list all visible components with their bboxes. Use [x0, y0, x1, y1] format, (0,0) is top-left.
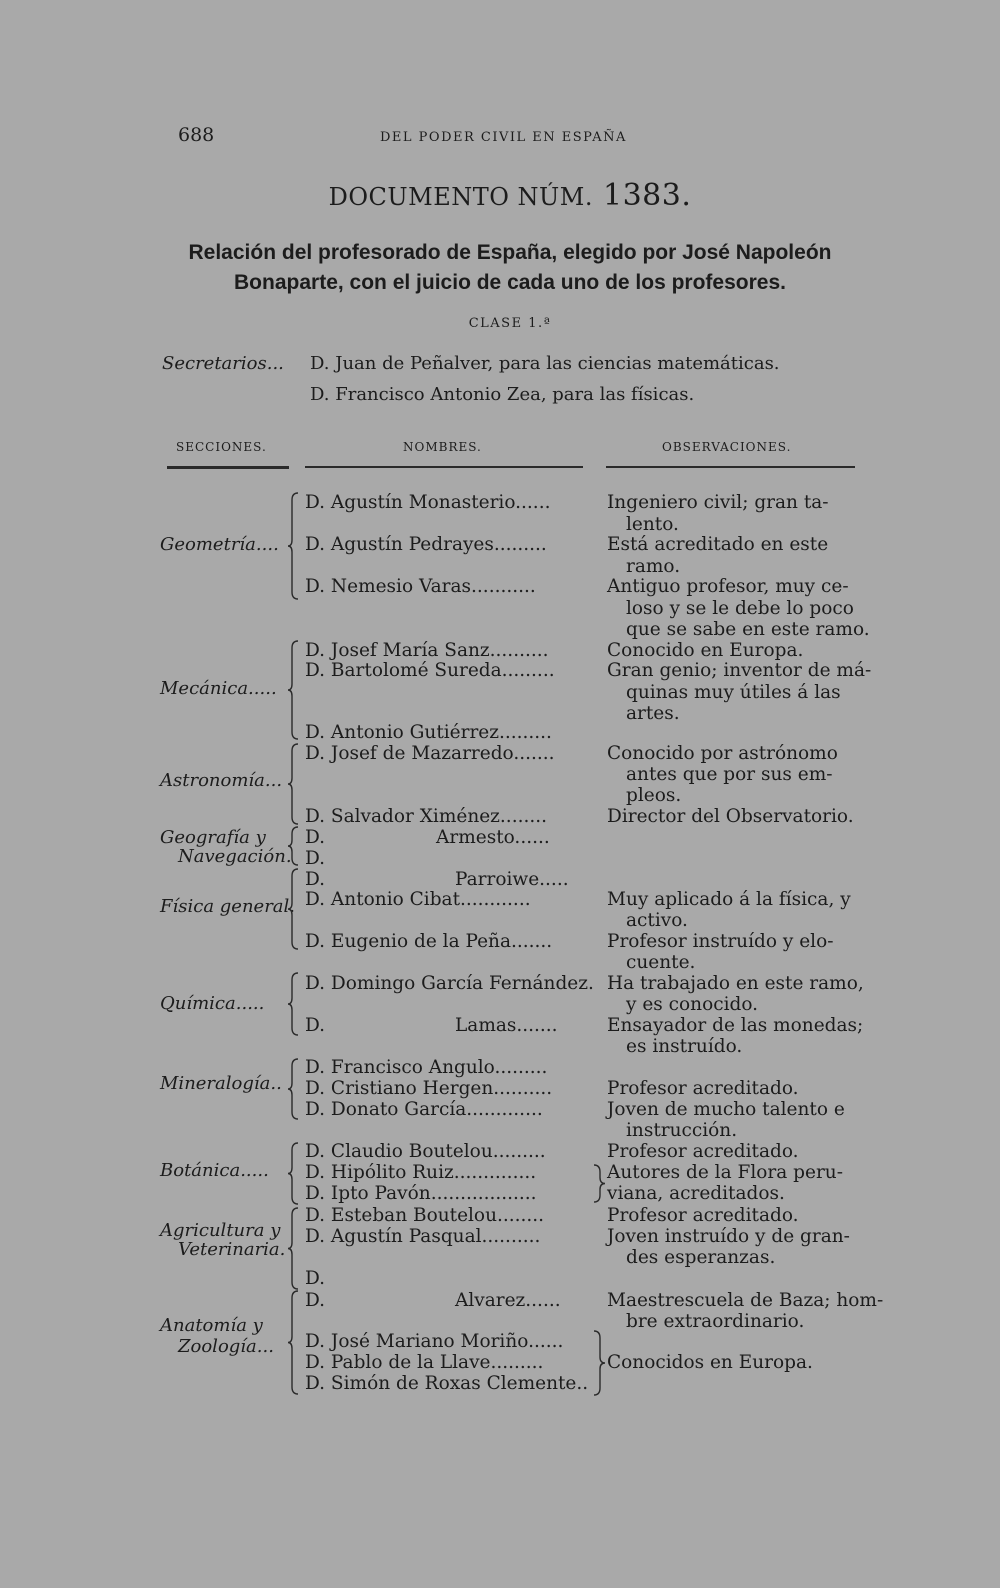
section-brace [288, 1142, 302, 1205]
clase-heading: CLASE 1.ª [468, 316, 552, 331]
professor-name: D. Esteban Boutelou........ [305, 1205, 545, 1226]
document-title [0, 178, 1000, 213]
professor-name: D. Agustín Pasqual.......... [305, 1226, 541, 1247]
observation-line: antes que por sus em- [626, 764, 833, 785]
professor-name: D. Josef María Sanz.......... [305, 640, 549, 661]
professor-surname: Parroiwe..... [455, 869, 569, 890]
professor-name: D. Claudio Boutelou......... [305, 1141, 546, 1162]
professor-name: D. [305, 869, 326, 890]
section-name: Botánica..... [160, 1160, 269, 1181]
secretario-line-1: D. Juan de Peñalver, para las ciencias matemáticas. [310, 353, 780, 374]
section-brace [288, 1290, 302, 1395]
section-name: Física general. [160, 896, 296, 917]
professor-name: D. Ipto Pavón.................. [305, 1183, 537, 1204]
section-name: Química..... [160, 993, 265, 1014]
professor-name: D. Antonio Cibat............ [305, 889, 531, 910]
professor-name: D. [305, 848, 326, 869]
professor-surname: Alvarez...... [455, 1290, 561, 1311]
professor-name: D. [305, 1268, 326, 1289]
observation-line: Maestrescuela de Baza; hom- [607, 1290, 884, 1311]
observation-line: artes. [626, 703, 680, 724]
document-title-prefix: DOCUMENTO NÚM. [328, 183, 593, 211]
page-number: 688 [178, 124, 215, 146]
observation-line: Joven de mucho talento e [607, 1099, 845, 1120]
professor-name: D. José Mariano Moriño...... [305, 1331, 564, 1352]
column-rule-observaciones [606, 466, 855, 468]
professor-name: D. Salvador Ximénez........ [305, 806, 547, 827]
observation-line: Profesor acreditado. [607, 1078, 799, 1099]
observation-line: Está acreditado en este [607, 534, 829, 555]
section-brace [288, 826, 302, 866]
column-header-secciones: SECCIONES. [176, 440, 267, 454]
professor-name: D. Domingo García Fernández. [305, 973, 594, 994]
secretario-line-2: D. Francisco Antonio Zea, para las físicas. [310, 384, 695, 405]
observation-line: que se sabe en este ramo. [626, 619, 870, 640]
subtitle-line-2: Bonaparte, con el juicio de cada uno de los profesores. [234, 271, 786, 294]
observation-line: viana, acreditados. [607, 1183, 785, 1204]
observation-line: Ha trabajado en este ramo, [607, 973, 864, 994]
section-name: Agricultura y [160, 1220, 281, 1241]
observation-line: Antiguo profesor, muy ce- [607, 576, 849, 597]
section-brace [288, 972, 302, 1036]
section-name: Anatomía y [160, 1315, 263, 1336]
section-brace [288, 868, 302, 950]
column-rule-secciones [167, 466, 289, 469]
observation-line: Ingeniero civil; gran ta- [607, 492, 829, 513]
column-header-observaciones: OBSERVACIONES. [662, 440, 792, 454]
observation-line: bre extraordinario. [626, 1311, 805, 1332]
observation-line: Autores de la Flora peru- [607, 1162, 843, 1183]
section-brace [288, 743, 302, 825]
observation-line: Profesor acreditado. [607, 1141, 799, 1162]
observation-line: y es conocido. [626, 994, 759, 1015]
professor-name: D. Cristiano Hergen.......... [305, 1078, 553, 1099]
professor-name: D. Hipólito Ruiz.............. [305, 1162, 537, 1183]
observation-line: cuente. [626, 952, 696, 973]
professor-name: D. Josef de Mazarredo....... [305, 743, 555, 764]
observation-line: es instruído. [626, 1036, 743, 1057]
column-header-nombres: NOMBRES. [403, 440, 482, 454]
observation-line: loso y se le debe lo poco [626, 598, 854, 619]
section-name: Astronomía... [160, 770, 283, 791]
subtitle-line-1: Relación del profesorado de España, elegido por José Napoleón [188, 241, 832, 264]
professor-name: D. Antonio Gutiérrez......... [305, 722, 552, 743]
observation-line: Joven instruído y de gran- [607, 1226, 850, 1247]
section-brace [288, 640, 302, 740]
professor-name: D. Francisco Angulo......... [305, 1057, 548, 1078]
observation-line: Ensayador de las monedas; [607, 1015, 864, 1036]
column-rule-nombres [305, 466, 583, 468]
running-title: DEL PODER CIVIL EN ESPAÑA [380, 130, 627, 145]
section-brace [288, 1207, 302, 1290]
professor-name: D. [305, 1015, 326, 1036]
observation-line: lento. [626, 514, 679, 535]
secretarios-label: Secretarios... [162, 353, 284, 374]
observation-line: des esperanzas. [626, 1247, 776, 1268]
professor-name: D. Donato García............. [305, 1099, 543, 1120]
observation-line: activo. [626, 910, 688, 931]
professor-name: D. Agustín Pedrayes......... [305, 534, 547, 555]
section-brace [288, 492, 302, 600]
section-name: Mineralogía.. [160, 1073, 282, 1094]
professor-name: D. Bartolomé Sureda......... [305, 660, 555, 681]
observation-line: Gran genio; inventor de má- [607, 660, 872, 681]
document-title-number: 1383. [603, 178, 692, 213]
professor-name: D. Pablo de la Llave......... [305, 1352, 544, 1373]
professor-name: D. Simón de Roxas Clemente.. [305, 1373, 589, 1394]
observation-line: ramo. [626, 556, 681, 577]
professor-name: D. Eugenio de la Peña....... [305, 931, 553, 952]
section-name-line-2: Navegación. [178, 846, 292, 867]
section-name: Geografía y [160, 827, 266, 848]
observation-line: Conocido por astrónomo [607, 743, 838, 764]
professor-surname: Armesto...... [436, 827, 550, 848]
observation-line: quinas muy útiles á las [626, 682, 841, 703]
observation-line: Director del Observatorio. [607, 806, 854, 827]
section-name-line-2: Zoología... [178, 1336, 274, 1357]
professor-name: D. [305, 827, 326, 848]
section-name: Mecánica..... [160, 678, 277, 699]
observation-line: Conocidos en Europa. [607, 1352, 813, 1373]
observation-line: Profesor instruído y elo- [607, 931, 834, 952]
observation-line: Muy aplicado á la física, y [607, 889, 851, 910]
observation-line: pleos. [626, 785, 682, 806]
observation-line: Profesor acreditado. [607, 1205, 799, 1226]
section-name: Geometría.... [160, 534, 279, 555]
observation-brace [592, 1164, 606, 1203]
professor-name: D. Agustín Monasterio...... [305, 492, 551, 513]
observation-line: instrucción. [626, 1120, 738, 1141]
professor-surname: Lamas....... [455, 1015, 558, 1036]
section-brace [288, 1058, 302, 1120]
observation-line: Conocido en Europa. [607, 640, 804, 661]
professor-name: D. Nemesio Varas........... [305, 576, 536, 597]
professor-name: D. [305, 1290, 326, 1311]
observation-brace [592, 1330, 606, 1396]
section-name-line-2: Veterinaria. [178, 1239, 286, 1260]
